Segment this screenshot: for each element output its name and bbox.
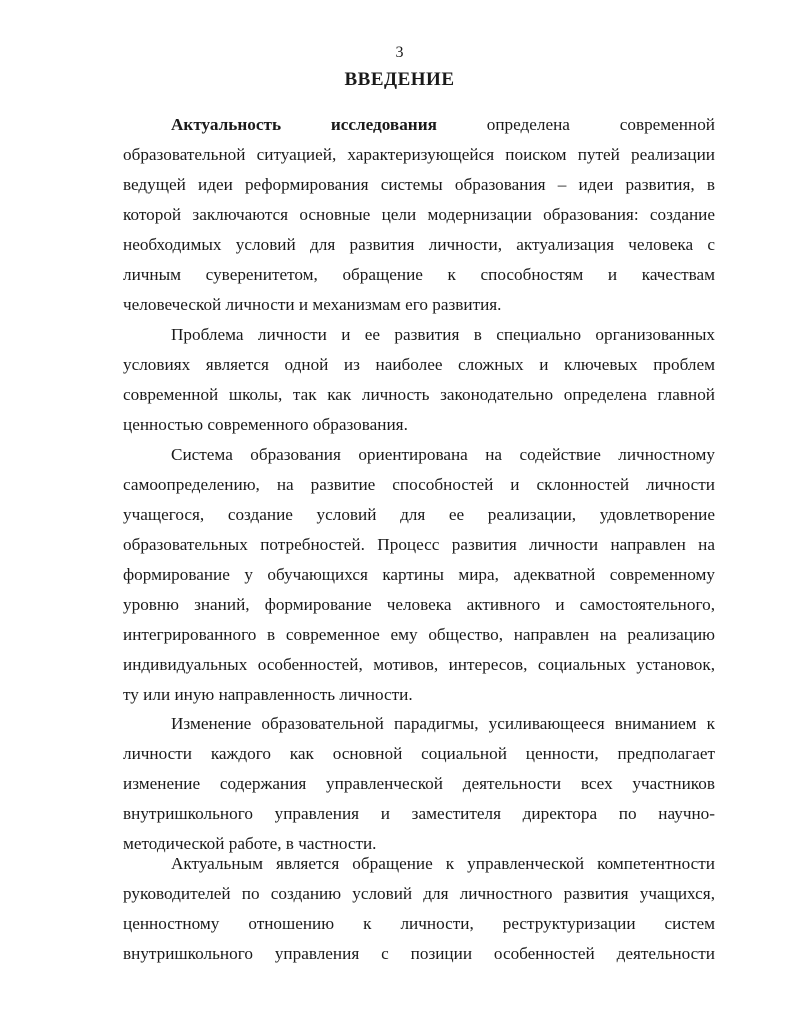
- page-number: 3: [395, 44, 404, 61]
- line-text: образовательных потребностей. Процесс развития личности направлен на: [123, 535, 715, 554]
- text-line: [123, 709, 715, 739]
- line-text: человеческой личности и механизмам его развития.: [123, 295, 502, 314]
- paragraph: [123, 849, 715, 969]
- text-line: [123, 739, 715, 769]
- line-text: современной школы, так как личность законодательно определена главной: [123, 385, 715, 404]
- text-line: [123, 500, 715, 530]
- text-line: [123, 560, 715, 590]
- text-line: [123, 290, 715, 320]
- line-text: Актуальным является обращение к управленческой компетентности: [171, 854, 715, 873]
- line-text: изменение содержания управленческой деятельности всех участников: [123, 774, 715, 793]
- line-text: Проблема личности и ее развития в специально организованных: [171, 325, 715, 344]
- line-text: ведущей идеи реформирования системы образования – идеи развития, в: [123, 175, 715, 194]
- text-line: [123, 799, 715, 829]
- line-text: личности каждого как основной социальной ценности, предполагает: [123, 744, 715, 763]
- line-text: условиях является одной из наиболее сложных и ключевых проблем: [123, 355, 715, 374]
- paragraph: [123, 110, 715, 320]
- line-text: личным суверенитетом, обращение к способностям и качествам: [123, 265, 715, 284]
- line-text: уровню знаний, формирование человека активного и самостоятельного,: [123, 595, 715, 614]
- text-line: [123, 849, 715, 879]
- line-text: Изменение образовательной парадигмы, усиливающееся вниманием к: [171, 714, 715, 733]
- text-line: [123, 620, 715, 650]
- line-text: внутришкольного управления и заместителя директора по научно-: [123, 804, 715, 823]
- paragraph: [123, 440, 715, 710]
- text-line: [123, 470, 715, 500]
- text-line: [123, 260, 715, 290]
- text-line: [123, 909, 715, 939]
- text-line: [123, 170, 715, 200]
- line-text: Система образования ориентирована на содействие личностному: [171, 445, 715, 464]
- line-text: внутришкольного управления с позиции особенностей деятельности: [123, 944, 715, 963]
- text-line: [123, 110, 715, 140]
- section-heading: ВВЕДЕНИЕ: [344, 69, 455, 90]
- text-line: [123, 350, 715, 380]
- text-line: [123, 230, 715, 260]
- text-line: [123, 140, 715, 170]
- text-line: [123, 440, 715, 470]
- line-text: которой заключаются основные цели модернизации образования: создание: [123, 205, 715, 224]
- line-text: ценностью современного образования.: [123, 415, 408, 434]
- paragraph: [123, 709, 715, 859]
- line-text: определена современной: [436, 115, 715, 134]
- text-line: [123, 769, 715, 799]
- line-text: руководителей по созданию условий для личностного развития учащихся,: [123, 884, 715, 903]
- text-line: [123, 680, 715, 710]
- text-line: [123, 939, 715, 969]
- text-line: [123, 320, 715, 350]
- line-text: индивидуальных особенностей, мотивов, интересов, социальных установок,: [123, 655, 715, 674]
- text-line: [123, 200, 715, 230]
- line-text: учащегося, создание условий для ее реализации, удовлетворение: [123, 505, 715, 524]
- line-text: методической работе, в частности.: [123, 834, 377, 853]
- text-line: [123, 879, 715, 909]
- paragraph: [123, 320, 715, 440]
- line-text: формирование у обучающихся картины мира, адекватной современному: [123, 565, 715, 584]
- line-text: интегрированного в современное ему общество, направлен на реализацию: [123, 625, 715, 644]
- text-line: [123, 530, 715, 560]
- line-text: ту или иную направленность личности.: [123, 685, 413, 704]
- line-text: необходимых условий для развития личности, актуализация человека с: [123, 235, 715, 254]
- line-text: самоопределению, на развитие способностей и склонностей личности: [123, 475, 715, 494]
- text-line: [123, 590, 715, 620]
- text-line: [123, 410, 715, 440]
- line-text: ценностному отношению к личности, реструктуризации систем: [123, 914, 715, 933]
- text-line: [123, 380, 715, 410]
- line-text: образовательной ситуацией, характеризующейся поиском путей реализации: [123, 145, 715, 164]
- bold-term: Актуальность исследования: [171, 115, 437, 134]
- text-line: [123, 650, 715, 680]
